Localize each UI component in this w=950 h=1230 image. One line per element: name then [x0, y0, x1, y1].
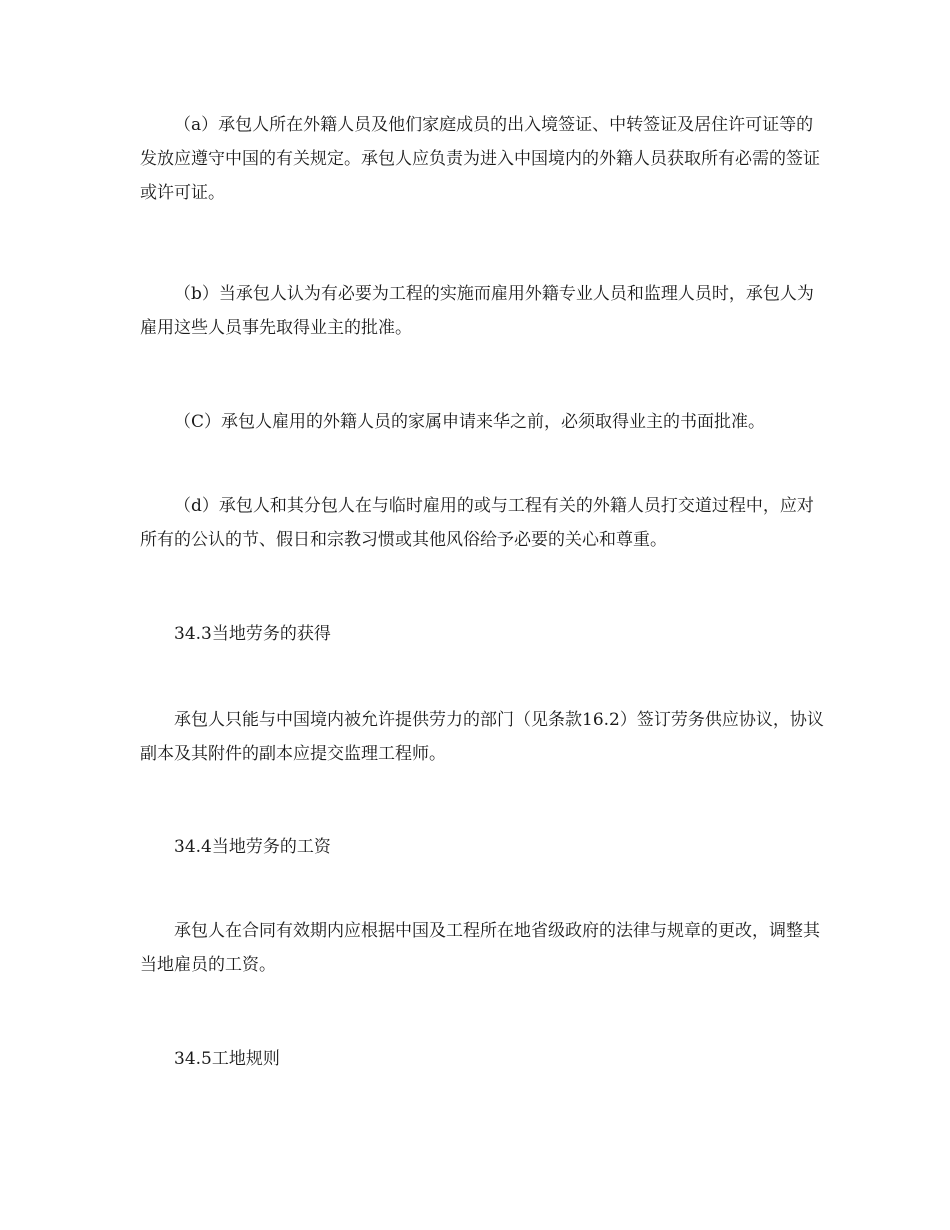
- section-heading-34-3: 34.3当地劳务的获得: [174, 624, 331, 644]
- paragraph-a: （a）承包人所在外籍人员及他们家庭成员的出入境签证、中转签证及居住许可证等的发放应遵守中国的有关规定。承包人应负责为进入中国境内的外籍人员获取所有必需的签证或许可证。: [140, 115, 820, 203]
- section-body-34-4: 承包人在合同有效期内应根据中国及工程所在地省级政府的法律与规章的更改，调整其当地雇员的工资。: [140, 921, 820, 975]
- section-heading-34-4: 34.4当地劳务的工资: [174, 837, 331, 857]
- section-heading-34-5: 34.5工地规则: [174, 1049, 280, 1069]
- paragraph-c: （C）承包人雇用的外籍人员的家属申请来华之前，必须取得业主的书面批准。: [174, 412, 766, 432]
- paragraph-b: （b）当承包人认为有必要为工程的实施而雇用外籍专业人员和监理人员时，承包人为雇用这些人员事先取得业主的批准。: [140, 284, 814, 338]
- section-body-34-3: 承包人只能与中国境内被允许提供劳力的部门（见条款16.2）签订劳务供应协议，协议副本及其附件的副本应提交监理工程师。: [140, 710, 824, 764]
- paragraph-d: （d）承包人和其分包人在与临时雇用的或与工程有关的外籍人员打交道过程中，应对所有的公认的节、假日和宗教习惯或其他风俗给予必要的关心和尊重。: [140, 496, 814, 550]
